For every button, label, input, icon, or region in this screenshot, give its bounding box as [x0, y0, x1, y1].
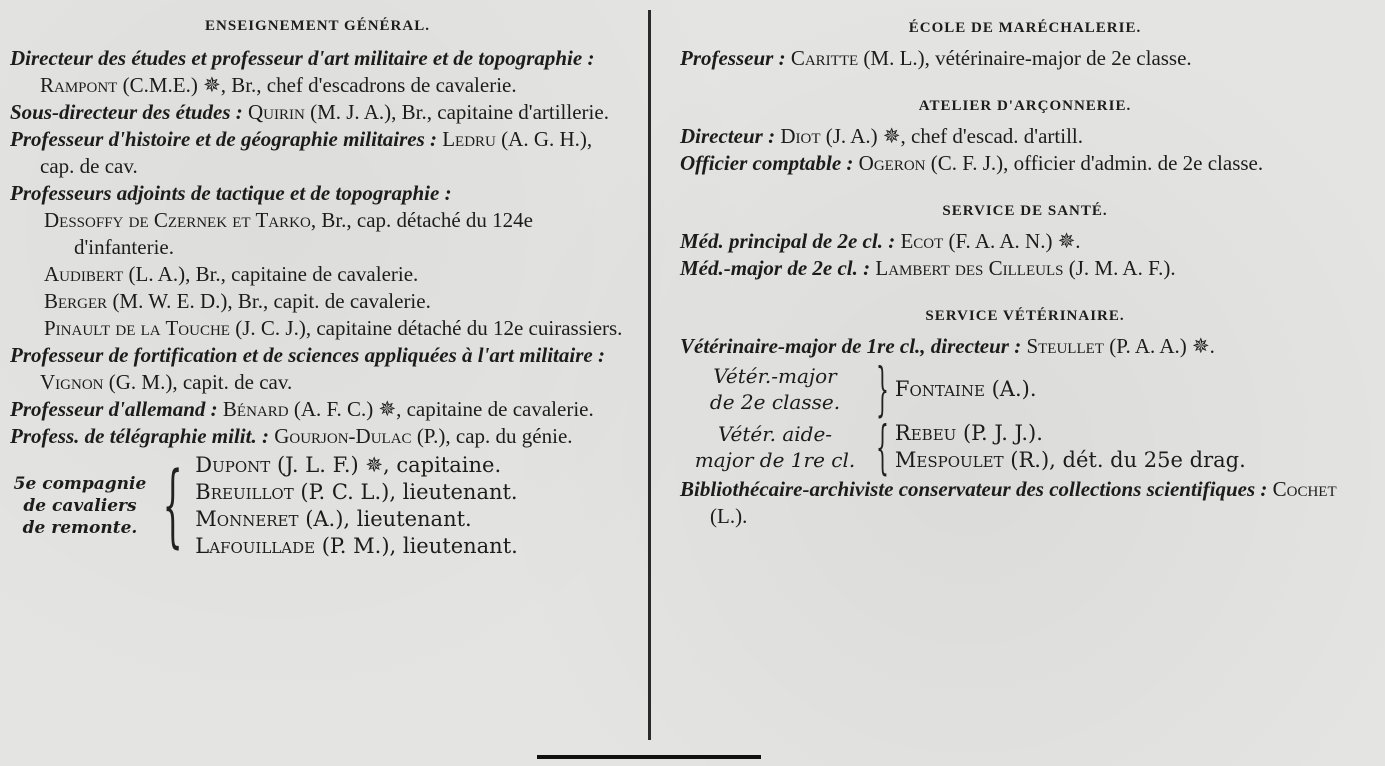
entry: [10, 126, 625, 180]
person-name: Breuillot: [195, 480, 294, 504]
entry: [10, 288, 625, 315]
detail: (J. C. J.), capitaine détaché du 12e cuirassiers.: [235, 316, 623, 340]
detail: (P. A. A.) ✵.: [1109, 334, 1215, 358]
member-list: [895, 420, 1246, 474]
detail: (P.), cap. du génie.: [416, 424, 573, 448]
member-list: [195, 452, 518, 560]
detail: (L.).: [710, 504, 748, 528]
detail: (M. J. A.), Br., capitaine d'artillerie.: [310, 100, 609, 124]
label-line: major de 1re cl.: [694, 448, 856, 472]
entry: [10, 207, 625, 261]
person-name: Berger: [44, 289, 108, 313]
person-name: Caritte: [790, 46, 859, 70]
entry: [10, 342, 625, 396]
role: Sous-directeur des études :: [10, 100, 243, 124]
person-name: Audibert: [44, 262, 124, 286]
person-name: Ecot: [900, 229, 944, 253]
label-line: de remonte.: [22, 518, 138, 538]
entry: [680, 333, 1370, 360]
role: Directeur :: [680, 124, 776, 148]
entry: [10, 99, 625, 126]
brace-icon: }: [875, 355, 889, 423]
label-line: de 2e classe.: [709, 390, 841, 414]
role: Officier comptable :: [680, 151, 854, 175]
role: Méd. principal de 2e cl. :: [680, 229, 896, 253]
detail: (P. J. J.).: [962, 421, 1043, 445]
role: Vétérinaire-major de 1re cl., directeur :: [680, 334, 1022, 358]
person-name: Diot: [780, 124, 821, 148]
detail: (A. G. H.), cap. de cav.: [40, 127, 593, 178]
detail: (J. L. F.) ✵, capitaine.: [276, 453, 502, 477]
footer-rule: [537, 755, 761, 759]
member: [195, 452, 518, 479]
person-name: Quirin: [248, 100, 305, 124]
group-label: [680, 363, 870, 415]
entry: [10, 180, 625, 207]
detail: (A.), lieutenant.: [305, 507, 472, 531]
detail: (P. M.), lieutenant.: [321, 534, 518, 558]
person-name: Ogeron: [858, 151, 926, 175]
person-name: Monneret: [195, 507, 299, 531]
member: [195, 533, 518, 560]
member: [895, 420, 1246, 447]
member: [895, 376, 1037, 403]
section-heading: ÉCOLE DE MARÉCHALERIE.: [908, 20, 1142, 36]
detail: (J. A.) ✵, chef d'escad. d'artill.: [825, 124, 1083, 148]
entry: [10, 45, 625, 99]
entry: [10, 423, 625, 450]
detail: (A. F. C.) ✵, capitaine de cavalerie.: [293, 397, 594, 421]
detail: (M. W. E. D.), Br., capit. de cavalerie.: [112, 289, 431, 313]
role: Profess. de télégraphie milit. :: [10, 424, 269, 448]
right-column: [680, 0, 1370, 530]
person-name: Vignon: [40, 370, 104, 394]
role: Professeur de fortification et de sciences appliquées à l'art militaire :: [10, 343, 605, 367]
role: Bibliothécaire-archiviste conservateur des collections scientifiques :: [680, 477, 1268, 501]
column-divider: [648, 10, 651, 740]
person-name: Mespoulet: [894, 448, 1004, 472]
entry: [10, 396, 625, 423]
label-line: Vétér. aide-: [717, 422, 833, 446]
person-name: Ledru: [442, 127, 496, 151]
person-name: Dessoffy de Czernek et Tarko: [44, 208, 311, 232]
section-heading: SERVICE VÉTÉRINAIRE.: [925, 308, 1125, 324]
section-heading: ENSEIGNEMENT GÉNÉRAL.: [205, 18, 430, 34]
person-name: Lafouillade: [195, 534, 316, 558]
brace-icon: {: [162, 453, 183, 558]
detail: (M. L.), vétérinaire-major de 2e classe.: [863, 46, 1192, 70]
member-list: [895, 376, 1037, 403]
detail: (A.).: [991, 376, 1037, 401]
section-heading: ATELIER D'ARÇONNERIE.: [918, 98, 1132, 114]
label-line: de cavaliers: [23, 496, 137, 516]
entry: [680, 476, 1370, 530]
detail: (F. A. A. N.) ✵.: [948, 229, 1081, 253]
detail: (R.), dét. du 25e drag.: [1010, 448, 1246, 472]
role: Méd.-major de 2e cl. :: [680, 256, 871, 280]
detail: (C. F. J.), officier d'admin. de 2e classe.: [930, 151, 1264, 175]
label-line: 5e compagnie: [13, 474, 147, 494]
member: [195, 506, 518, 533]
section-heading: SERVICE DE SANTÉ.: [942, 203, 1108, 219]
entry: [680, 228, 1370, 255]
person-name: Steullet: [1026, 334, 1104, 358]
person-name: Rebeu: [894, 421, 957, 445]
detail: (J. M. A. F.).: [1068, 256, 1176, 280]
detail: (L. A.), Br., capitaine de cavalerie.: [128, 262, 419, 286]
role: Professeurs adjoints de tactique et de topographie :: [10, 181, 452, 205]
role: Professeur :: [680, 46, 786, 70]
detail: (G. M.), capit. de cav.: [108, 370, 293, 394]
person-name: Dupont: [195, 453, 271, 477]
group-label: [680, 421, 870, 473]
person-name: Cochet: [1272, 477, 1337, 501]
member: [895, 447, 1246, 474]
detail: , Br., cap. détaché du 124e d'infanterie.: [74, 208, 533, 259]
veterinary-group: [680, 413, 1370, 481]
person-name: Gourjon-Dulac: [274, 424, 412, 448]
detail: (C.M.E.) ✵, Br., chef d'escadrons de cavalerie.: [122, 73, 517, 97]
group-label: [10, 473, 150, 539]
role: Directeur des études et professeur d'art militaire et de topographie :: [10, 46, 595, 70]
role: Professeur d'histoire et de géographie militaires :: [10, 127, 437, 151]
entry: [10, 261, 625, 288]
brace-icon: {: [875, 413, 889, 481]
member: [195, 479, 518, 506]
detail: (P. C. L.), lieutenant.: [300, 480, 518, 504]
company-group: [10, 452, 625, 560]
person-name: Lambert des Cilleuls: [875, 256, 1064, 280]
left-column: [10, 0, 625, 560]
person-name: Pinault de la Touche: [44, 316, 230, 340]
person-name: Bénard: [222, 397, 289, 421]
person-name: Rampont: [40, 73, 118, 97]
entry: [10, 315, 625, 342]
entry: [680, 255, 1370, 282]
label-line: Vétér.-major: [713, 364, 837, 388]
entry: [680, 150, 1370, 177]
entry: [680, 45, 1370, 72]
entry: [680, 123, 1370, 150]
veterinary-group: [680, 355, 1370, 423]
person-name: Fontaine: [894, 376, 985, 401]
role: Professeur d'allemand :: [10, 397, 218, 421]
